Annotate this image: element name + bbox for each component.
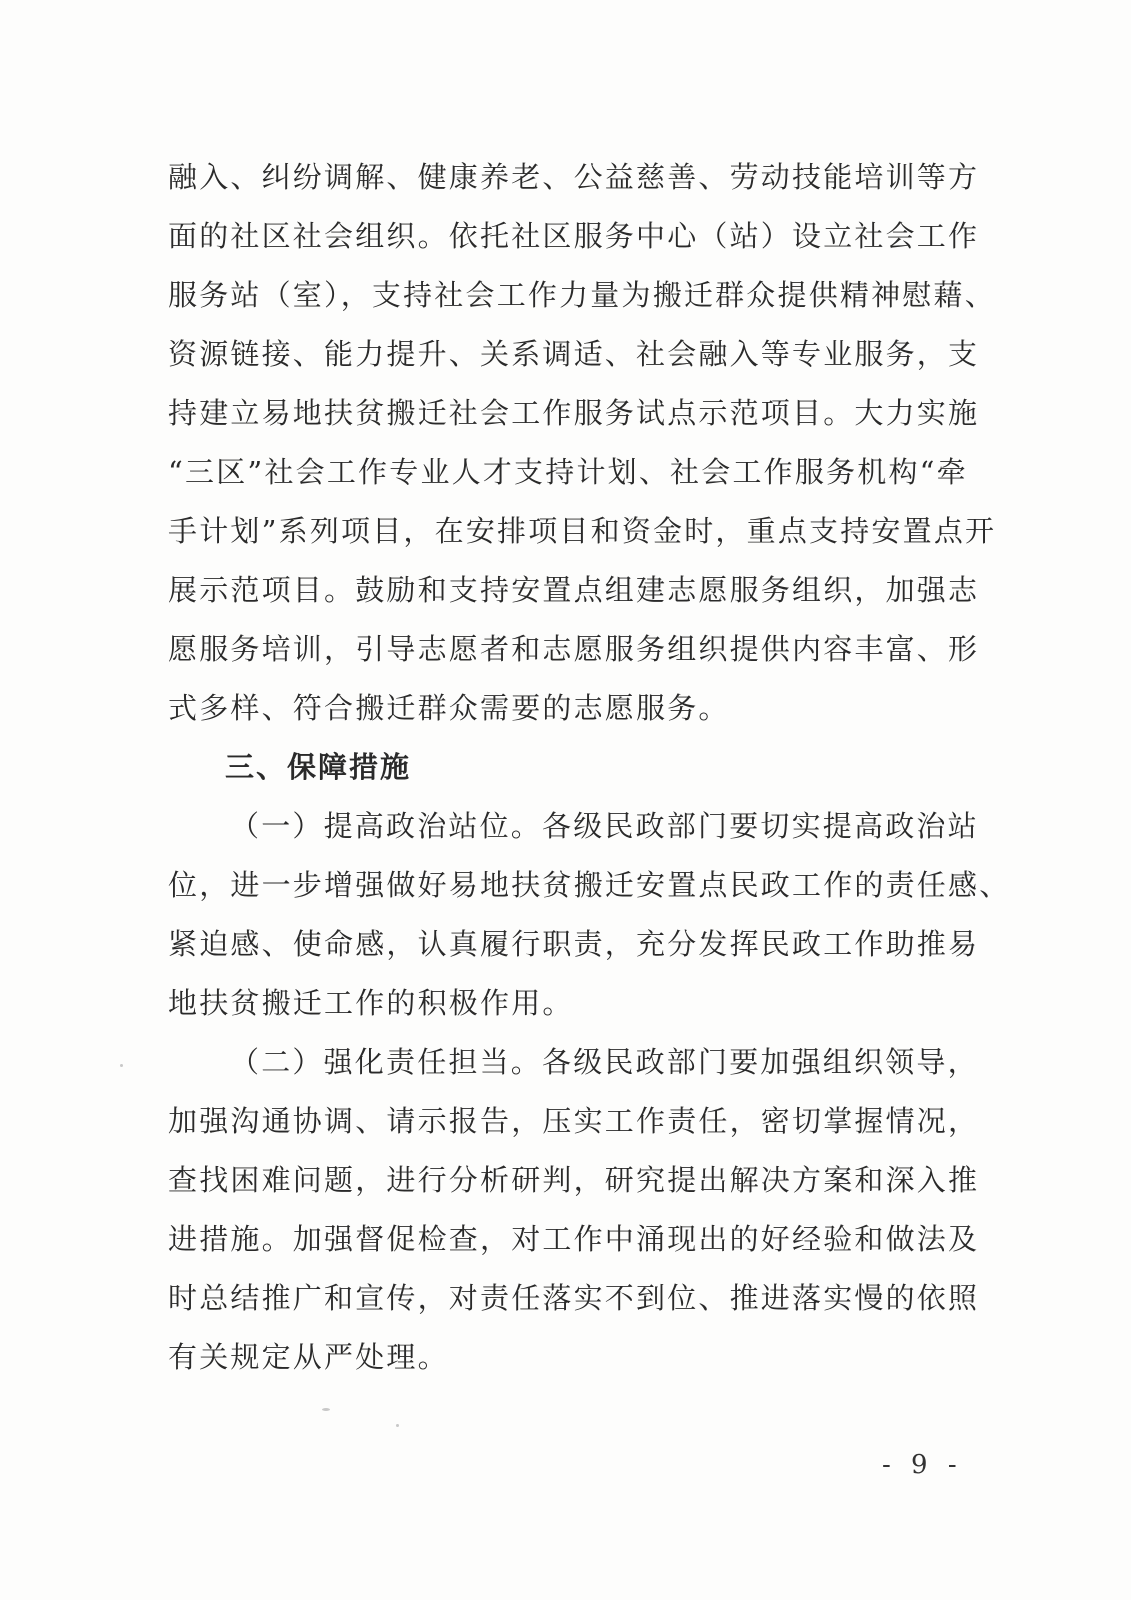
text-line: 资源链接、能力提升、关系调适、社会融入等专业服务，支 bbox=[168, 337, 980, 371]
section-heading bbox=[168, 738, 958, 797]
text-line: 地扶贫搬迁工作的积极作用。 bbox=[168, 986, 574, 1020]
text-line: 有关规定从严处理。 bbox=[168, 1340, 449, 1374]
text-line: （二）强化责任担当。各级民政部门要加强组织领导， bbox=[230, 1045, 979, 1079]
text-line: 融入、纠纷调解、健康养老、公益慈善、劳动技能培训等方 bbox=[168, 160, 980, 194]
text-line: 展示范项目。鼓励和支持安置点组建志愿服务组织，加强志 bbox=[168, 573, 980, 607]
text-line: 紧迫感、使命感，认真履行职责，充分发挥民政工作助推易 bbox=[168, 927, 980, 961]
text-line: 服务站（室），支持社会工作力量为搬迁群众提供精神慰藉、 bbox=[168, 278, 996, 312]
document-body bbox=[168, 148, 1011, 1387]
section-heading-text: 三、保障措施 bbox=[225, 750, 412, 784]
text-line: “三区”社会工作专业人才支持计划、社会工作服务机构“牵 bbox=[168, 455, 968, 489]
text-line: 手计划”系列项目，在安排项目和资金时，重点支持安置点开 bbox=[168, 514, 997, 548]
text-line: 位，进一步增强做好易地扶贫搬迁安置点民政工作的责任感、 bbox=[168, 868, 1011, 902]
scan-speck bbox=[120, 1064, 123, 1067]
scan-speck bbox=[322, 1408, 330, 1411]
text-line: 进措施。加强督促检查，对工作中涌现出的好经验和做法及 bbox=[168, 1222, 980, 1256]
text-line: 时总结推广和宣传，对责任落实不到位、推进落实慢的依照 bbox=[168, 1281, 980, 1315]
text-line: 持建立易地扶贫搬迁社会工作服务试点示范项目。大力实施 bbox=[168, 396, 980, 430]
text-line: 愿服务培训，引导志愿者和志愿服务组织提供内容丰富、形 bbox=[168, 632, 980, 666]
page-number: - 9 - bbox=[882, 1450, 963, 1480]
text-line: 查找困难问题，进行分析研判，研究提出解决方案和深入推 bbox=[168, 1163, 980, 1197]
text-line: 面的社区社会组织。依托社区服务中心（站）设立社会工作 bbox=[168, 219, 980, 253]
text-line: 加强沟通协调、请示报告，压实工作责任，密切掌握情况， bbox=[168, 1104, 980, 1138]
paragraph-continuation bbox=[168, 148, 997, 738]
scan-speck bbox=[396, 1424, 399, 1427]
paragraph-item-1 bbox=[168, 797, 1011, 1033]
text-line: 式多样、符合搬迁群众需要的志愿服务。 bbox=[168, 691, 730, 725]
text-line: （一）提高政治站位。各级民政部门要切实提高政治站 bbox=[230, 809, 979, 843]
paragraph-item-2 bbox=[168, 1033, 980, 1387]
